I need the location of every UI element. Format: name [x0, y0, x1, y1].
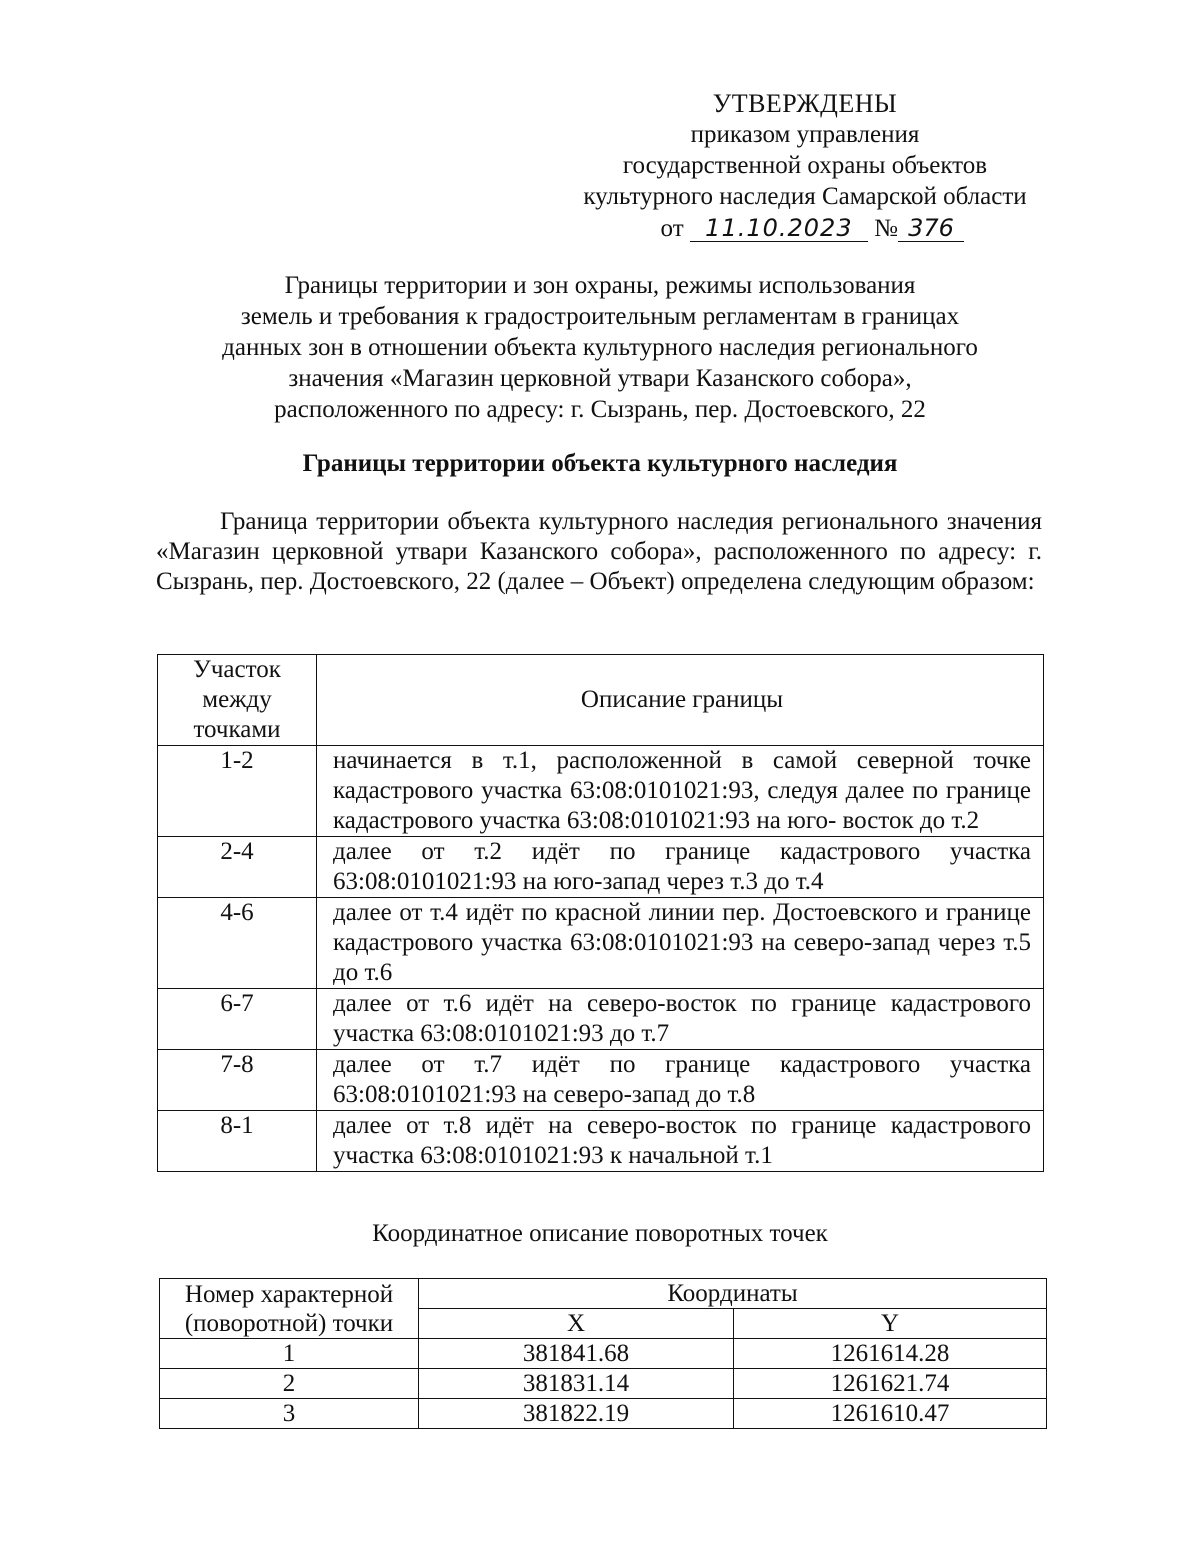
document-title-line: значения «Магазин церковной утвари Казанского собора», — [288, 365, 912, 392]
segment-cell: 2-4 — [158, 837, 317, 898]
segment-cell: 6-7 — [158, 989, 317, 1050]
handwritten-date: 11.10.2023 — [690, 215, 868, 242]
date-prefix: от — [660, 215, 684, 242]
table-row — [158, 746, 1044, 837]
point-cell: 1 — [160, 1339, 419, 1369]
description-cell: далее от т.8 идёт на северо-восток по границе кадастрового участка 63:08:0101021:93 к начальной т.1 — [317, 1111, 1044, 1172]
header-description: Описание границы — [317, 655, 1044, 746]
document-title-line: земель и требования к градостроительным регламентам в границах — [240, 303, 960, 330]
segment-cell: 7-8 — [158, 1050, 317, 1111]
header-y: Y — [734, 1309, 1047, 1339]
table-row — [158, 1050, 1044, 1111]
section-heading: Границы территории объекта культурного наследия — [302, 450, 898, 477]
coordinates-table — [159, 1278, 1047, 1429]
header-segment: Участок между точками — [158, 655, 317, 746]
y-cell: 1261621.74 — [734, 1369, 1047, 1399]
table-row — [158, 1111, 1044, 1172]
table-row — [158, 837, 1044, 898]
table-row — [160, 1399, 1047, 1429]
approval-block — [560, 88, 1050, 244]
header-point-number — [160, 1279, 419, 1339]
x-cell: 381822.19 — [419, 1399, 734, 1429]
y-cell: 1261610.47 — [734, 1399, 1047, 1429]
y-cell: 1261614.28 — [734, 1339, 1047, 1369]
coordinates-title: Координатное описание поворотных точек — [372, 1220, 828, 1247]
header-point-line: Номер характерной — [184, 1280, 394, 1308]
header-coordinates: Координаты — [419, 1279, 1047, 1309]
document-title-line: данных зон в отношении объекта культурного наследия регионального — [222, 334, 978, 361]
description-cell: начинается в т.1, расположенной в самой северной точке кадастрового участка 63:08:0101021:93, следуя далее по границе кадастрового участка 63:08:0101021:93 на юго- восток до т.2 — [317, 746, 1044, 837]
table-row — [158, 898, 1044, 989]
approval-line: государственной охраны объектов — [622, 152, 988, 179]
approval-line: культурного наследия Самарской области — [583, 183, 1027, 210]
coordinates-header-row — [160, 1279, 1047, 1309]
segment-cell: 1-2 — [158, 746, 317, 837]
number-prefix: № — [874, 215, 898, 242]
header-x: X — [419, 1309, 734, 1339]
x-cell: 381831.14 — [419, 1369, 734, 1399]
segment-cell: 4-6 — [158, 898, 317, 989]
intro-paragraph: Граница территории объекта культурного наследия регионального значения «Магазин церковной утвари Казанского собора», расположенного по адресу: г. Сызрань, пер. Достоевского, 22 (далее – Объект) определена следующим образом: — [156, 508, 1042, 595]
description-cell: далее от т.6 идёт на северо-восток по границе кадастрового участка 63:08:0101021:93 до т.7 — [317, 989, 1044, 1050]
point-cell: 2 — [160, 1369, 419, 1399]
handwritten-number: 376 — [898, 215, 964, 242]
point-cell: 3 — [160, 1399, 419, 1429]
description-cell: далее от т.7 идёт по границе кадастрового участка 63:08:0101021:93 на северо-запад до т.8 — [317, 1050, 1044, 1111]
approval-title: УТВЕРЖДЕНЫ — [712, 89, 898, 118]
x-cell: 381841.68 — [419, 1339, 734, 1369]
segment-cell: 8-1 — [158, 1111, 317, 1172]
table-row — [160, 1369, 1047, 1399]
document-title-line: расположенного по адресу: г. Сызрань, пер. Достоевского, 22 — [274, 396, 926, 423]
table-row — [160, 1339, 1047, 1369]
description-cell: далее от т.2 идёт по границе кадастрового участка 63:08:0101021:93 на юго-запад через т.3 до т.4 — [317, 837, 1044, 898]
description-cell: далее от т.4 идёт по красной линии пер. Достоевского и границе кадастрового участка 63:08:0101021:93 на северо-запад через т.5 до т.6 — [317, 898, 1044, 989]
document-title-line: Границы территории и зон охраны, режимы использования — [284, 272, 916, 299]
approval-line: приказом управления — [690, 121, 920, 148]
table-row — [158, 989, 1044, 1050]
document-title — [150, 270, 1050, 425]
boundary-table-header — [158, 655, 1044, 746]
approval-date-number — [560, 213, 1050, 244]
boundary-table — [157, 654, 1044, 1172]
header-point-line: (поворотной) точки — [184, 1309, 394, 1337]
